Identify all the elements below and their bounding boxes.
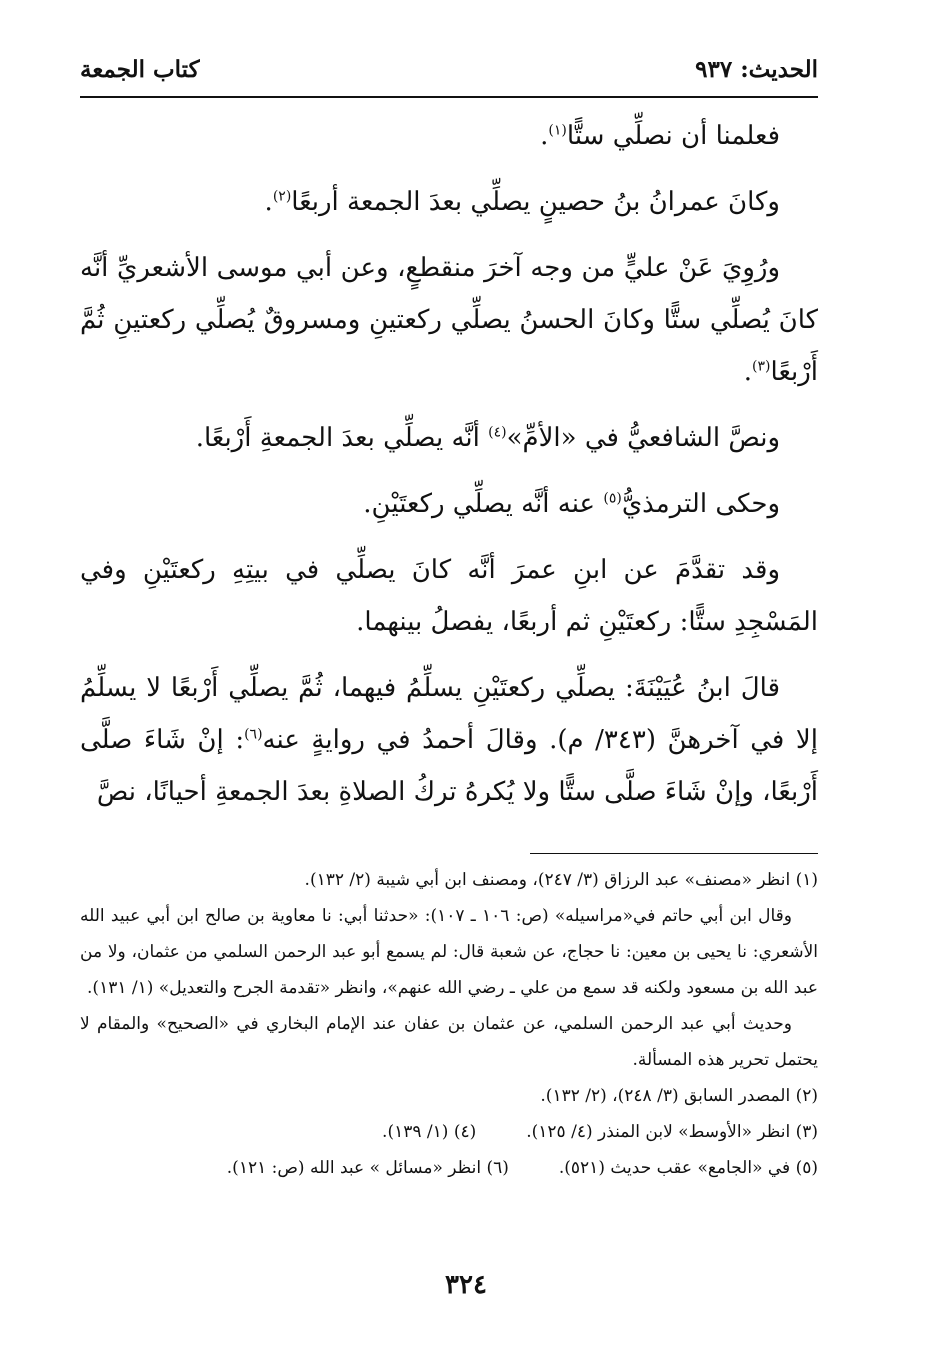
- page-number: ٣٢٤: [445, 1270, 487, 1300]
- paragraph-7: قالَ ابنُ عُيَيْنَةَ: يصلِّي ركعتَيْنِ يسلِّمُ فيهما، ثُمَّ يصلِّي أَرْبعًا لا يسلِّمُ إلا في آخرهنَّ (٣٤٣/ م). وقالَ أحمدُ في روايةٍ عنه$^{(٦)}$: إنْ شَاءَ صلَّى أَرْبعًا، وإنْ شَاءَ صلَّى ستًّا ولا يُكرهُ تركُ الصلاةِ بعدَ الجمعةِ أحيانًا، نصَّ: [80, 673, 818, 807]
- footnote-3: (٣) انظر «الأوسط» لابن المنذر (٤/ ١٢٥).: [526, 1122, 818, 1142]
- hadith-number: الحديث: ٩٣٧: [695, 56, 818, 83]
- paragraph-4: ونصَّ الشافعيُّ في «الأمِّ»$^{(٤)}$ أنَّه يصلِّي بعدَ الجمعةِ أَرْبعًا.: [195, 423, 780, 453]
- paragraph-1: فعلمنا أن نصلِّي ستًّا$^{(١)}$.: [540, 121, 780, 151]
- footnote-2: (٢) المصدر السابق (٣/ ٢٤٨)، (٢/ ١٣٢).: [540, 1086, 818, 1106]
- footnotes: [80, 862, 818, 1186]
- footnote-4: (٤) (١/ ١٣٩).: [382, 1122, 477, 1142]
- footnote-ref-3[interactable]: (٣): [752, 358, 771, 375]
- footnote-divider: [530, 853, 818, 854]
- paragraph-6: وقد تقدَّمَ عن ابنِ عمرَ أنَّه كانَ يصلِّي في بيتِهِ ركعتَيْنِ وفي المَسْجِدِ ستًّا: ركعتَيْنِ ثم أربعًا، يفصلُ بينهما.: [80, 555, 818, 637]
- footnote-ref-1[interactable]: (١): [548, 122, 567, 139]
- footnote-ref-2[interactable]: (٢): [272, 188, 292, 205]
- footnote-1: (١) انظر «مصنف» عبد الرزاق (٣/ ٢٤٧)، ومصنف ابن أبي شيبة (٢/ ١٣٢).: [304, 870, 818, 890]
- footnote-5: (٥) في «الجامع» عقب حديث (٥٢١).: [558, 1158, 818, 1178]
- paragraph-3: ورُوِيَ عَنْ عليٍّ من وجه آخرَ منقطعٍ، وعن أبي موسى الأشعريِّ أنَّه كانَ يُصلِّي ستًّا وكانَ الحسنُ يصلِّي ركعتينِ ومسروقٌ يُصلِّي ركعتينِ ثُمَّ أَرْبعًا$^{(٣)}$.: [80, 253, 818, 387]
- footnote-row-5-6: [80, 1150, 818, 1186]
- footnote-1-continuation-2: وحديث أبي عبد الرحمن السلمي، عن عثمان بن عفان عند الإمام البخاري في «الصحيح» والمقام لا يحتمل تحرير هذه المسألة.: [80, 1014, 818, 1070]
- footnote-6: (٦) انظر «مسائل » عبد الله (ص: ١٢١).: [226, 1158, 509, 1178]
- footnote-ref-5[interactable]: (٥): [603, 490, 622, 507]
- running-header: [80, 56, 818, 98]
- book-title: كتاب الجمعة: [80, 56, 200, 83]
- paragraph-2: وكانَ عمرانُ بنُ حصينٍ يصلِّي بعدَ الجمعة أربعًا$^{(٢)}$.: [264, 187, 780, 217]
- footnote-row-3-4: [80, 1114, 818, 1150]
- footnote-1-continuation: وقال ابن أبي حاتم في«مراسيله» (ص: ١٠٦ ـ ١٠٧): «حدثنا أبي: نا معاوية بن صالح ابن أبي عبيد الله الأشعري: نا يحيى بن معين: نا حجاج، عن شعبة قال: لم يسمع أبو عبد الرحمن السلمي من عثمان، ولا من عبد الله بن مسعود ولكنه قد سمع من علي ـ رضي الله عنهم»، وانظر «تقدمة الجرح والتعديل» (١/ ١٣١).: [80, 906, 818, 998]
- main-text: [80, 110, 818, 832]
- footnote-ref-6[interactable]: (٦): [244, 726, 263, 743]
- footnote-ref-4[interactable]: (٤): [488, 424, 507, 441]
- paragraph-5: وحكى الترمذيُّ$^{(٥)}$ عنه أنَّه يصلِّي ركعتَيْنِ.: [363, 489, 780, 519]
